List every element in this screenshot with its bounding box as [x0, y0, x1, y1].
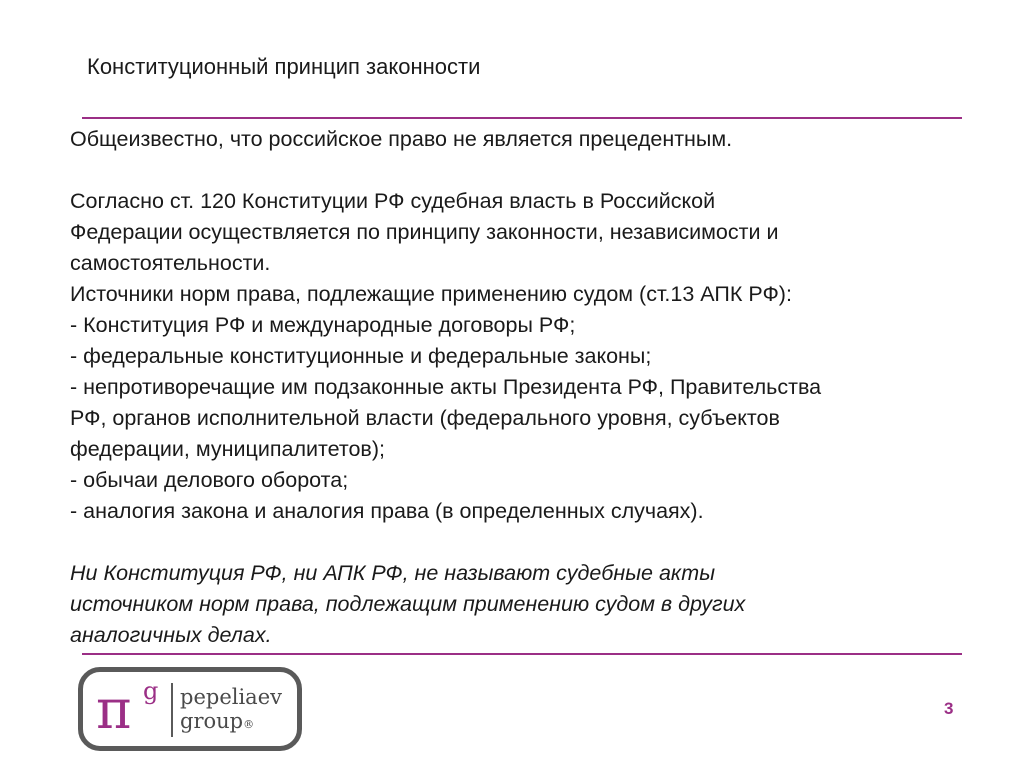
- body-line: Федерации осуществляется по принципу законности, независимости и: [70, 220, 779, 244]
- list-item: - федеральные конституционные и федеральные законы;: [70, 344, 652, 368]
- conclusion-line: источником норм права, подлежащим применению судом в других: [70, 592, 746, 616]
- paragraph-gap: [70, 527, 980, 558]
- body-line: Общеизвестно, что российское право не является прецедентным.: [70, 127, 733, 151]
- list-item-continuation: федерации, муниципалитетов);: [70, 437, 385, 461]
- list-item-continuation: РФ, органов исполнительной власти (федерального уровня, субъектов: [70, 406, 780, 430]
- body-line: Согласно ст. 120 Конституции РФ судебная власть в Российской: [70, 189, 716, 213]
- logo-divider: [171, 683, 173, 737]
- logo-pi-symbol: π: [96, 678, 132, 741]
- registered-mark: ®: [243, 718, 255, 731]
- body-line: самостоятельности.: [70, 251, 271, 275]
- body-line: Источники норм права, подлежащие применению судом (ст.13 АПК РФ):: [70, 282, 792, 306]
- logo-word-group-text: group: [180, 709, 244, 733]
- company-logo: [78, 667, 302, 751]
- conclusion-line: аналогичных делах.: [70, 623, 272, 647]
- slide-body: [70, 124, 980, 651]
- page-number: 3: [944, 699, 954, 718]
- list-item: - обычаи делового оборота;: [70, 468, 349, 492]
- list-item: - непротиворечащие им подзаконные акты Президента РФ, Правительства: [70, 375, 822, 399]
- top-divider: [82, 117, 962, 119]
- bottom-divider: [82, 653, 962, 655]
- logo-g-superscript: g: [143, 677, 159, 705]
- list-item: - аналогия закона и аналогия права (в определенных случаях).: [70, 499, 704, 523]
- logo-word-pepeliaev: pepeliaev: [180, 685, 282, 709]
- logo-word-group: [180, 709, 254, 737]
- list-item: - Конституция РФ и международные договоры РФ;: [70, 313, 576, 337]
- slide-title: Конституционный принцип законности: [87, 54, 481, 79]
- conclusion-line: Ни Конституция РФ, ни АПК РФ, не называют судебные акты: [70, 561, 716, 585]
- paragraph-gap: [70, 155, 980, 186]
